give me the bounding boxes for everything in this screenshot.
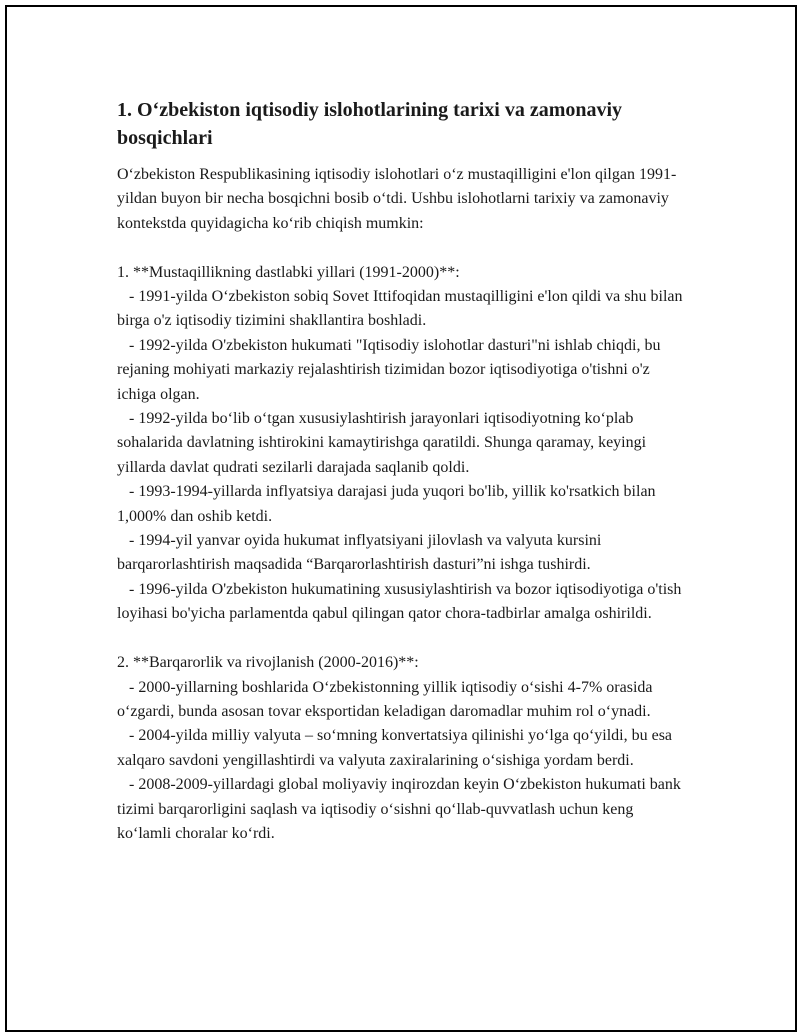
section-1	[117, 261, 687, 627]
list-item: - 2008-2009-yillardagi global moliyaviy inqirozdan keyin O‘zbekiston hukumati bank tizimi barqarorligini saqlash va iqtisodiy o‘sishni qo‘llab-quvvatlash uchun keng ko‘lamli choralar ko‘rdi.	[117, 776, 685, 842]
list-item: - 1993-1994-yillarda inflyatsiya darajasi juda yuqori bo'lib, yillik ko'rsatkich bilan 1,000% dan oshib ketdi.	[117, 483, 660, 525]
list-item: - 1994-yil yanvar oyida hukumat inflyatsiyani jilovlash va valyuta kursini barqarorlashtirish maqsadida “Barqarorlashtirish dasturi”ni ishga tushirdi.	[117, 532, 606, 574]
list-item: - 1996-yilda O'zbekiston hukumatining xususiylashtirish va bozor iqtisodiyotiga o'tish loyihasi bo'yicha parlamentda qabul qilingan qator chora-tadbirlar amalga oshirildi.	[117, 580, 686, 623]
list-item: - 1992-yilda O'zbekiston hukumati "Iqtisodiy islohotlar dasturi"ni ishlab chiqdi, bu rejaning mohiyati markaziy rejalashtirish tizimidan bozor iqtisodiyotiga o'tishni o'z ichiga olgan.	[117, 336, 665, 403]
section-heading: 1. **Mustaqillikning dastlabki yillari (1991-2000)**:	[117, 263, 460, 281]
list-item: - 2004-yilda milliy valyuta – so‘mning konvertatsiya qilinishi yo‘lga qo‘yildi, bu esa xalqaro savdoni yengillashtirdi va valyuta zaxiralarining o‘sishiga yordam berdi.	[117, 727, 677, 769]
section-heading: 2. **Barqarorlik va rivojlanish (2000-2016)**:	[117, 654, 419, 672]
list-item: - 2000-yillarning boshlarida O‘zbekistonning yillik iqtisodiy o‘sishi 4-7% orasida o‘zgardi, bunda asosan tovar eksportidan keladigan daromadlar muhim rol o‘ynadi.	[117, 678, 657, 720]
list-item: - 1992-yilda bo‘lib o‘tgan xususiylashtirish jarayonlari iqtisodiyotning ko‘plab sohalarida davlatning ishtirokini kamaytirishga qaratildi. Shunga qaramay, keyingi yillarda davlat qudrati sezilarli darajada saqlanib qoldi.	[117, 410, 651, 476]
document-title: 1. O‘zbekiston iqtisodiy islohotlarining tarixi va zamonaviy bosqichlari	[117, 99, 623, 149]
intro-paragraph: O‘zbekiston Respublikasining iqtisodiy islohotlari o‘z mustaqilligini e'lon qilgan 1991-yildan buyon bir necha bosqichni bosib o‘tdi. Ushbu islohotlarni tarixiy va zamonaviy kontekstda quyidagicha ko‘rib chiqish mumkin:	[117, 166, 677, 232]
document-body	[117, 96, 687, 846]
list-item: - 1991-yilda O‘zbekiston sobiq Sovet Ittifoqidan mustaqilligini e'lon qildi va shu bilan birga o'z iqtisodiy tizimini shakllantira boshladi.	[117, 288, 687, 330]
section-2	[117, 651, 687, 846]
